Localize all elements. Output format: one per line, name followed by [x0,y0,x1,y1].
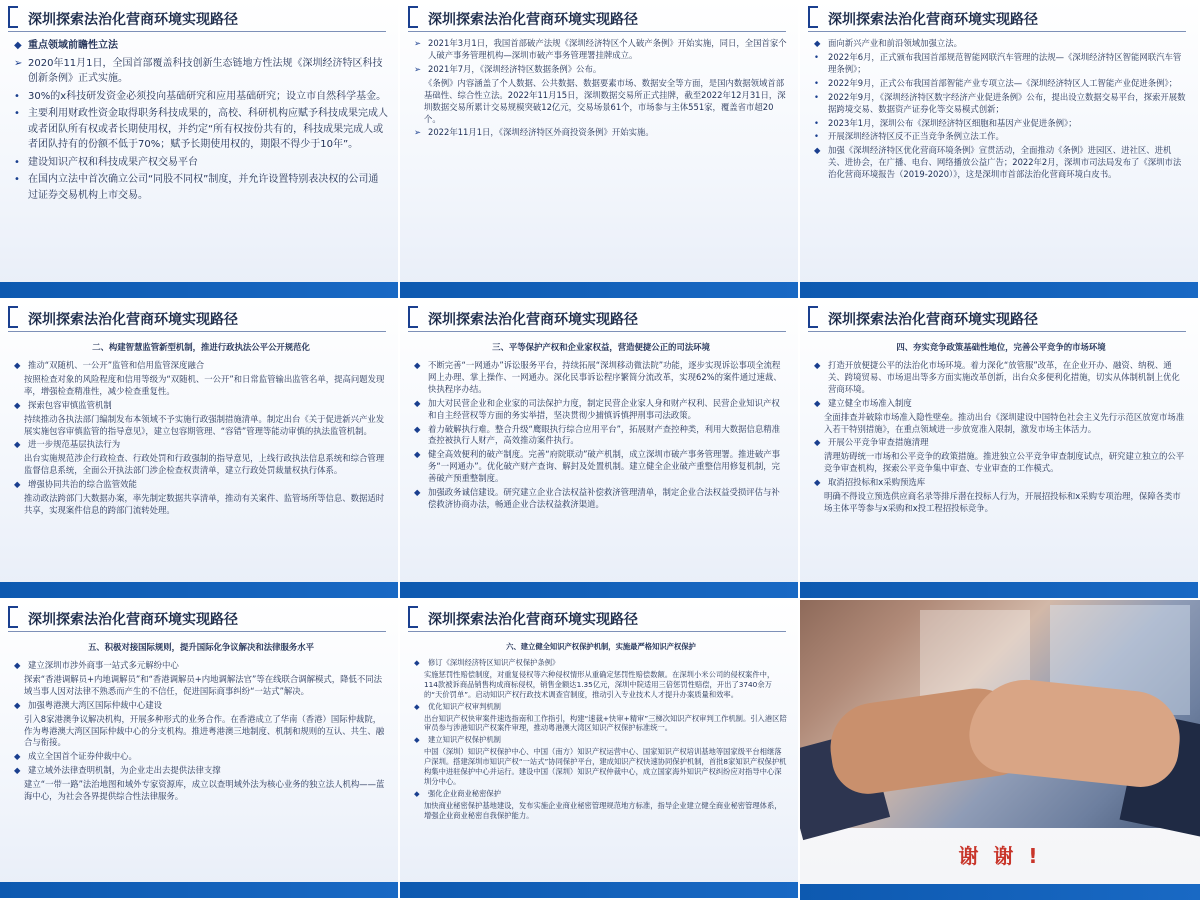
bullet-marker-icon: ◆ [414,397,421,408]
bullet-marker-icon: • [814,51,819,62]
body-paragraph [414,747,788,787]
bracket-icon [408,606,418,628]
bullet-item [814,52,1188,76]
bullet-marker-icon: ◆ [814,359,821,370]
bullet-marker-icon: ◆ [814,145,821,156]
bullet-text: 打造开放便捷公平的法治化市场环境。着力深化“放管服”改革，在企业开办、融资、纳税、通关、跨境贸易、市场退出等多方面实施改革创新，出台众多便利化措施，切实从体制机制上优化营商环境。 [828,359,1180,394]
bullet-item [414,127,788,139]
bullet-item [414,658,788,668]
bullet-marker-icon: ◆ [814,477,821,488]
section-heading: 六、建立健全知识产权保护机制，实施最严格知识产权保护 [506,642,696,651]
bullet-marker-icon: ◆ [14,40,22,51]
bracket-icon [808,6,818,28]
title-divider [808,31,1186,32]
bullet-item [14,89,388,105]
bullet-marker-icon: ◆ [414,735,420,745]
bullet-item [414,702,788,712]
title-divider [8,31,386,32]
bullet-text: 中国（深圳）知识产权保护中心、中国（南方）知识产权运营中心、国家知识产权培训基地等国家级平台相继落户深圳。搭建深圳市知识产权“一站式”协同保护平台，建成知识产权快速协同保护机制，首批8家知识产权保护机构集中进驻保护中心并运行。建设中国（深圳）知识产权仲裁中心，成立国家海外知识产权纠纷应对指导中心深圳分中心。 [424,747,787,787]
bullet-marker-icon: ◆ [414,487,421,498]
bullet-text: 建设知识产权和科技成果产权交易平台 [28,156,198,168]
bullet-text: 建立“一带一路”法治地图和域外专家资源库，成立以查明域外法为核心业务的独立法人机构——蓝海中心，为社会各界提供综合性法律服务。 [24,779,385,802]
bullet-item [814,360,1188,396]
bullet-marker-icon: ◆ [814,437,821,448]
bullet-marker-icon: ◆ [414,359,421,370]
bullet-item [814,145,1188,181]
bullet-text: 修订《深圳经济特区知识产权保护条例》 [428,657,560,667]
handshake-image [800,600,1200,828]
bullet-item [814,131,1188,143]
bullet-item [414,449,788,485]
bullet-item [14,400,388,412]
bullet-text: 30%的x科技研发资金必须投向基础研究和应用基础研究；设立市自然科学基金。 [28,90,387,102]
slide-footer-bar [0,582,398,598]
slide-header [800,300,1198,336]
bullet-text: 探索“香港调解员+内地调解员”和“香港调解员+内地调解法官”等在线联合调解模式，降低不同法域当事人因对法律不熟悉而产生的不信任，促进国际商事纠纷“一站式”解决。 [24,673,383,696]
bullet-text: 成立全国首个证券仲裁中心。 [28,751,137,762]
bullet-marker-icon: ◆ [814,38,821,48]
section-heading: 二、构建智慧监管新型机制，推进行政执法公平公开规范化 [92,342,310,352]
bullet-marker-icon: • [14,108,20,119]
bullet-text: 强化企业商业秘密保护 [428,788,501,798]
slide-footer-bar [0,282,398,298]
slide-body [414,38,788,278]
bullet-text: 全面排查并破除市场准入隐性壁垒。推动出台《深圳建设中国特色社会主义先行示范区放宽市场准入若干特别措施》，在重点领域进一步放宽准入限制，激发市场主体活力。 [824,411,1185,434]
bullet-item [14,56,388,87]
slide-1 [0,0,398,298]
slide-header [400,0,798,36]
body-paragraph [814,412,1188,436]
slide-body [14,38,388,278]
bullet-item [414,789,788,799]
slide-title: 深圳探索法治化营商环境实现路径 [428,12,638,28]
body-paragraph [14,374,388,398]
bullet-item [14,360,388,372]
bullet-item [814,38,1188,50]
bullet-item [14,765,388,777]
slide-body [814,338,1188,578]
bullet-marker-icon: • [14,156,20,168]
slide-body [14,638,388,878]
bullet-text: 清理妨碍统一市场和公平竞争的政策措施。推进独立公平竞争审查制度试点，研究建立独立的公平竞争审查机构，探索公平竞争集中审查、专业审查的工作模式。 [824,451,1185,474]
bullet-text: 推动“双随机、一公开”监管和信用监管深度融合 [28,359,205,370]
bullet-text: 重点领域前瞻性立法 [28,40,118,51]
bullet-marker-icon: • [814,91,819,102]
bullet-text: 2023年1月，深圳公布《深圳经济特区细胞和基因产业促进条例》； [828,117,1077,128]
bullet-text: 2022年11月1日，《深圳经济特区外商投资条例》开始实施。 [428,127,654,138]
bullet-text: 明确不得设立预选供应商名录等排斥潜在投标人行为，开展招投标和x采购专项治理，保障各类市场主体平等参与x采购和x投工程招投标竞争。 [824,491,1181,514]
slide-header [800,0,1198,36]
bullet-item [814,477,1188,489]
slide-5 [400,300,798,598]
bullet-text: 建立深圳市涉外商事一站式多元解纷中心 [28,659,179,670]
slide-footer-bar [400,282,798,298]
body-paragraph [414,670,788,700]
bullet-marker-icon: ◆ [14,765,21,776]
slide-title: 深圳探索法治化营商环境实现路径 [428,312,638,328]
bullet-marker-icon: ◆ [414,701,420,711]
slide-footer-bar [400,582,798,598]
bullet-item [414,360,788,396]
bullet-marker-icon: ◆ [414,449,421,460]
body-paragraph [814,451,1188,475]
bullet-text: 着力破解执行难。整合升级“鹰眼执行综合应用平台”，拓展财产查控种类，利用大数据信息精准查控被执行人财产，高效推动案件执行。 [428,423,781,446]
bullet-text: 2020年11月1日，全国首部覆盖科技创新生态链地方性法规《深圳经济特区科技创新条例》正式实施。 [28,57,383,84]
slide-title: 深圳探索法治化营商环境实现路径 [28,612,238,628]
slide-title: 深圳探索法治化营商环境实现路径 [828,12,1038,28]
body-paragraph [14,453,388,477]
bullet-item [14,172,388,203]
bullet-item [414,487,788,511]
slide-header [400,300,798,336]
bracket-icon [8,606,18,628]
slide-header [0,0,398,36]
body-paragraph [14,414,388,438]
bullet-text: 进一步规范基层执法行为 [28,439,121,450]
bullet-text: 不断完善“一网通办”诉讼服务平台，持续拓展“深圳移动微法院”功能，逐步实现诉讼事项全流程网上办理、掌上操作、一网通办。深化民事诉讼程序繁简分流改革，实现62%的案件通过速裁、快执程序办结。 [428,359,782,394]
bullet-text: 优化知识产权审判机制 [428,701,501,711]
bullet-item [414,424,788,448]
bullet-text: 2022年6月，正式颁布我国首部规范智能网联汽车管理的法规—《深圳经济特区智能网联汽车管理条例》； [828,51,1182,74]
bullet-text: 取消招投标和x采购预选库 [828,477,926,488]
bracket-icon [408,306,418,328]
bullet-text: 《条例》内容涵盖了个人数据、公共数据、数据要素市场、数据安全等方面，是国内数据领域首部基础性、综合性立法。2022年11月15日，深圳数据交易所正式挂牌，截至2022年12月31日，深圳数据交易所累计交易规模突破12亿元，交易场景61个，市场参与主体551家，覆盖省市超20个。 [424,77,786,124]
bullet-text: 健全高效便利的破产制度。完善“府院联动”破产机制，成立深圳市破产事务管理署。推进破产事务“一网通办”。优化破产财产查询、解封及处置机制。建立健全企业破产重整信用修复机制，完善破产预重整制度。 [428,449,781,484]
bullet-text: 2022年9月，正式公布我国首部智能产业专项立法—《深圳经济特区人工智能产业促进条例》； [828,77,1178,88]
bullet-text: 面向新兴产业和前沿领域加强立法。 [828,38,962,48]
body-paragraph [14,714,388,750]
bullet-marker-icon: ◆ [14,359,21,370]
bullet-text: 持续推动各执法部门编制发布本领域不予实施行政强制措施清单。制定出台《关于促进新兴产业发展实施包容审慎监管的指导意见》，建立包容期管理、“容错”管理等能动审慎的执法监管机制。 [24,413,385,436]
bullet-marker-icon: • [814,117,819,128]
slide-footer-bar [800,884,1200,900]
bullet-item [14,700,388,712]
slide-6 [800,300,1198,598]
bullet-item [14,660,388,672]
bullet-item [414,64,788,76]
title-divider [808,331,1186,332]
body-paragraph [414,78,788,126]
slide-footer-bar [800,282,1198,298]
bullet-text: 建立健全市场准入制度 [828,397,912,408]
bullet-item [814,92,1188,116]
bullet-marker-icon: ◆ [14,699,21,710]
slide-body [414,338,788,578]
slide-header [400,600,798,636]
bullet-item [14,106,388,153]
bullet-text: 开展深圳经济特区反不正当竞争条例立法工作。 [828,131,1004,142]
slide-body [14,338,388,578]
slide-body [814,38,1188,278]
bullet-item [414,398,788,422]
bullet-marker-icon: ◆ [414,423,421,434]
slide-header [0,300,398,336]
bullet-text: 按照检查对象的风险程度和信用等级为“双随机、一公开”和日常监管输出监管名单，提高问题发现率，增强检查精准性，减少检查重复性。 [24,373,385,396]
bullet-item [414,735,788,745]
bullet-marker-icon: ➢ [14,57,23,69]
bullet-text: 出台实施规范涉企行政检查、行政处罚和行政强制的指导意见，上线行政执法信息系统和综合管理监督信息系统，全面公开执法部门涉企检查权责清单，建立行政处罚裁量权执行体系。 [24,453,385,476]
bullet-marker-icon: • [14,174,20,185]
bullet-text: 加强政务诚信建设。研究建立企业合法权益补偿救济管理清单，制定企业合法权益受损评估与补偿救济协商办法，畅通企业合法权益救济渠道。 [428,487,780,510]
slide-header [0,600,398,636]
slide-2 [400,0,798,298]
bullet-marker-icon: • [14,90,20,102]
bullet-item [814,118,1188,130]
slide-footer-bar [400,882,798,898]
bullet-text: 加强粤港澳大湾区国际仲裁中心建设 [28,699,162,710]
bullet-marker-icon: ➢ [414,38,422,48]
bullet-item [14,38,388,54]
bullet-item [14,479,388,491]
bullet-text: 2022年9月，《深圳经济特区数字经济产业促进条例》公布，提出设立数据交易平台，探索开展数据跨境交易、数据资产证券化等交易模式创新； [828,91,1186,114]
bullet-text: 建立域外法律查明机制，为企业走出去提供法律支撑 [28,765,221,776]
bullet-item [814,78,1188,90]
bullet-text: 出台知识产权快审案件速选指南和工作指引，构建“速裁+快审+精审”三梯次知识产权审判工作机制。引入港区陪审员参与涉港知识产权案件审理，推动粤港澳大湾区知识产权保护标准统一。 [424,713,787,733]
body-paragraph [814,491,1188,515]
bullet-item [814,437,1188,449]
title-divider [408,331,786,332]
section-heading: 三、平等保护产权和企业家权益，营造便捷公正的司法环境 [492,342,710,352]
bullet-text: 加强《深圳经济特区优化营商环境条例》宣贯活动，全面推动《条例》进园区、进社区、进机关、进协会，在广播、电台、网络播放公益广告；2022年2月，深圳市司法局发布了《深圳市法治化营商环境报告（2019-2020）》，这是深圳市首部法治化营商环境白皮书。 [828,145,1182,180]
slide-title: 深圳探索法治化营商环境实现路径 [28,312,238,328]
bullet-item [814,398,1188,410]
slide-8 [400,600,798,898]
title-divider [8,331,386,332]
body-paragraph [414,714,788,734]
bullet-text: 主要利用财政性资金取得职务科技成果的，高校、科研机构应赋予科技成果完成人或者团队所有权或者长期使用权，并约定“所有权按份共有的，科技成果完成人或者团队持有的份额不低于70%；赋予长期使用权的，期限不得少于10年”。 [28,108,388,150]
thanks-text: 谢 谢 ! [958,844,1042,868]
title-divider [408,631,786,632]
bullet-marker-icon: ◆ [14,659,21,670]
slide-3 [800,0,1198,298]
bullet-marker-icon: ◆ [14,751,21,762]
bracket-icon [808,306,818,328]
bracket-icon [408,6,418,28]
bullet-item [14,155,388,171]
title-divider [8,631,386,632]
bullet-item [14,751,388,763]
bullet-marker-icon: ◆ [414,788,420,798]
bullet-text: 探索包容审慎监管机制 [28,399,112,410]
body-paragraph [14,493,388,517]
slide-footer-bar [0,882,398,898]
bullet-text: 2021年7月，《深圳经济特区数据条例》公布。 [428,63,602,74]
section-heading: 五、积极对接国际规则，提升国际化争议解决和法律服务水平 [87,642,315,652]
bullet-text: 引入8家港澳争议解决机构，开展多种形式的业务合作。在香港成立了华南（香港）国际仲裁院，作为粤港澳大湾区国际仲裁中心的分支机构。推进粤港澳三地制度、机制和规则的互认、共生、融合与衔接。 [24,713,385,748]
slide-7 [0,600,398,898]
slide-4 [0,300,398,598]
bullet-text: 建立知识产权保护机制 [428,735,501,745]
slide-body [414,638,788,878]
slide-title: 深圳探索法治化营商环境实现路径 [828,312,1038,328]
bullet-text: 加大对民营企业和企业家的司法保护力度，制定民营企业家人身和财产权利、民营企业知识产权和自主经营权等方面的务实举措，坚决贯彻少捕慎诉慎押刑事司法政策。 [428,397,780,420]
bullet-marker-icon: ◆ [14,399,21,410]
bullet-marker-icon: ◆ [14,439,21,450]
bullet-text: 实施惩罚性赔偿制度，对重复侵权等六种侵权情形从重确定惩罚性赔偿数额。在深圳小米公司的侵权案件中，114款被诉商品销售构成商标侵权，销售金额达1.35亿元，深圳中院适用三倍惩罚性赔偿，开出了3740余万的“天价罚单”。启动知识产权行政技术调查官制度，推动引入专业技术人才提升办案质量和效率。 [424,669,775,699]
bullet-text: 推动政法跨部门大数据办案，率先制定数据共享清单，推动有关案件、监管场所等信息、数据适时共享，实现案件信息的跨部门流转处理。 [24,493,385,516]
bullet-marker-icon: ◆ [414,657,420,667]
bullet-marker-icon: • [814,77,819,88]
body-paragraph [14,779,388,803]
bullet-text: 加快商业秘密保护基地建设，发布实施企业商业秘密管理规范地方标准，指导企业建立健全商业秘密管理体系，增强企业商业秘密自我保护能力。 [424,800,782,820]
bullet-text: 开展公平竞争审查措施清理 [828,437,929,448]
bullet-text: 2021年3月1日，我国首部破产法规《深圳经济特区个人破产条例》开始实施，同日，全国首家个人破产事务管理机构—深圳市破产事务管理署挂牌成立。 [428,38,787,60]
closing-slide [800,600,1200,900]
body-paragraph [14,674,388,698]
bullet-marker-icon: • [814,131,819,142]
bullet-text: 在国内立法中首次确立公司“同股不同权”制度，并允许设置特别表决权的公司通过证券交易机构上市交易。 [28,174,379,201]
title-divider [408,31,786,32]
bracket-icon [8,6,18,28]
bullet-item [414,38,788,62]
body-paragraph [414,801,788,821]
bullet-marker-icon: ◆ [814,397,821,408]
bullet-text: 增强协同共治的综合监管效能 [28,479,137,490]
bullet-marker-icon: ◆ [14,479,21,490]
section-heading: 四、夯实竞争政策基础性地位，完善公平竞争的市场环境 [896,342,1106,352]
bullet-marker-icon: ➢ [414,63,422,74]
slide-footer-bar [800,582,1198,598]
bracket-icon [8,306,18,328]
slide-title: 深圳探索法治化营商环境实现路径 [428,612,638,628]
bullet-marker-icon: ➢ [414,127,422,138]
slide-title: 深圳探索法治化营商环境实现路径 [28,12,238,28]
bullet-item [14,439,388,451]
